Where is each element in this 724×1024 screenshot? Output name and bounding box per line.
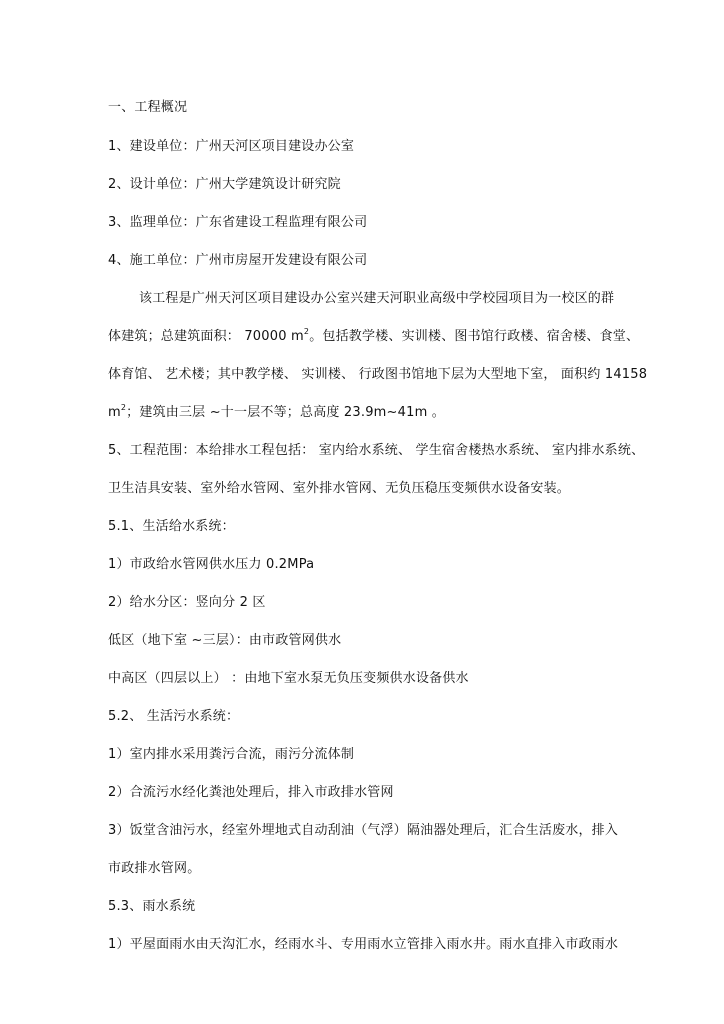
drainage-item-1: 1）室内排水采用粪污合流，雨污分流体制 (108, 747, 355, 762)
mid-high-zone-line: 中高区（四层以上） ：由地下室水泵无负压变频供水设备供水 (108, 671, 469, 686)
section-5-1-title: 5.1、生活给水系统： (108, 519, 235, 534)
overview-line-4-text-a: m (108, 405, 121, 420)
overview-line-3: 体育馆、 艺术楼；其中教学楼、 实训楼、 行政图书馆地下层为大型地下室， 面积约 14158 (108, 367, 648, 382)
overview-line-2 (108, 328, 639, 346)
overview-line-4-text-b: ；建筑由三层 ~十一层不等；总高度 23.9m~41m 。 (126, 405, 445, 420)
overview-line-2-text-a: 体建筑；总建筑面积： 70000 m (108, 329, 304, 344)
contractor-unit: 4、施工单位：广州市房屋开发建设有限公司 (108, 253, 368, 268)
section-5-2-title: 5.2、 生活污水系统： (108, 709, 240, 724)
overview-line-4-superscript: 2 (120, 403, 127, 412)
low-zone-line: 低区（地下室 ~三层）：由市政管网供水 (108, 633, 342, 648)
design-unit: 2、设计单位：广州大学建筑设计研究院 (108, 177, 341, 192)
water-zoning-line: 2）给水分区：竖向分 2 区 (108, 595, 266, 610)
drainage-item-2: 2）合流污水经化粪池处理后，排入市政排水管网 (108, 785, 394, 800)
water-pressure-line: 1）市政给水管网供水压力 0.2MPa (108, 557, 315, 572)
scope-line-2: 卫生洁具安装、室外给水管网、室外排水管网、无负压稳压变频供水设备安装。 (108, 481, 571, 496)
overview-line-2-superscript: 2 (303, 327, 310, 336)
section-5-3-title: 5.3、雨水系统 (108, 899, 196, 914)
overview-line-2-text-b: 。包括教学楼、实训楼、图书馆行政楼、宿舍楼、食堂、 (309, 329, 640, 344)
scope-line-1: 5、工程范围：本给排水工程包括： 室内给水系统、 学生宿舍楼热水系统、 室内排水系统、 (108, 443, 645, 458)
drainage-item-3: 3）饭堂含油污水，经室外埋地式自动刮油（气浮）隔油器处理后，汇合生活废水，排入 (108, 823, 619, 838)
supervision-unit: 3、监理单位：广东省建设工程监理有限公司 (108, 215, 368, 230)
construction-unit: 1、建设单位：广州天河区项目建设办公室 (108, 139, 355, 154)
rainwater-item-1: 1）平屋面雨水由天沟汇水，经雨水斗、专用雨水立管排入雨水井。雨水直排入市政雨水 (108, 937, 619, 952)
overview-line-4 (108, 404, 445, 422)
section-heading: 一、工程概况 (108, 100, 188, 115)
drainage-item-3-continued: 市政排水管网。 (108, 861, 201, 876)
overview-line-1: 该工程是广州天河区项目建设办公室兴建天河职业高级中学校园项目为一校区的群 (139, 291, 615, 306)
